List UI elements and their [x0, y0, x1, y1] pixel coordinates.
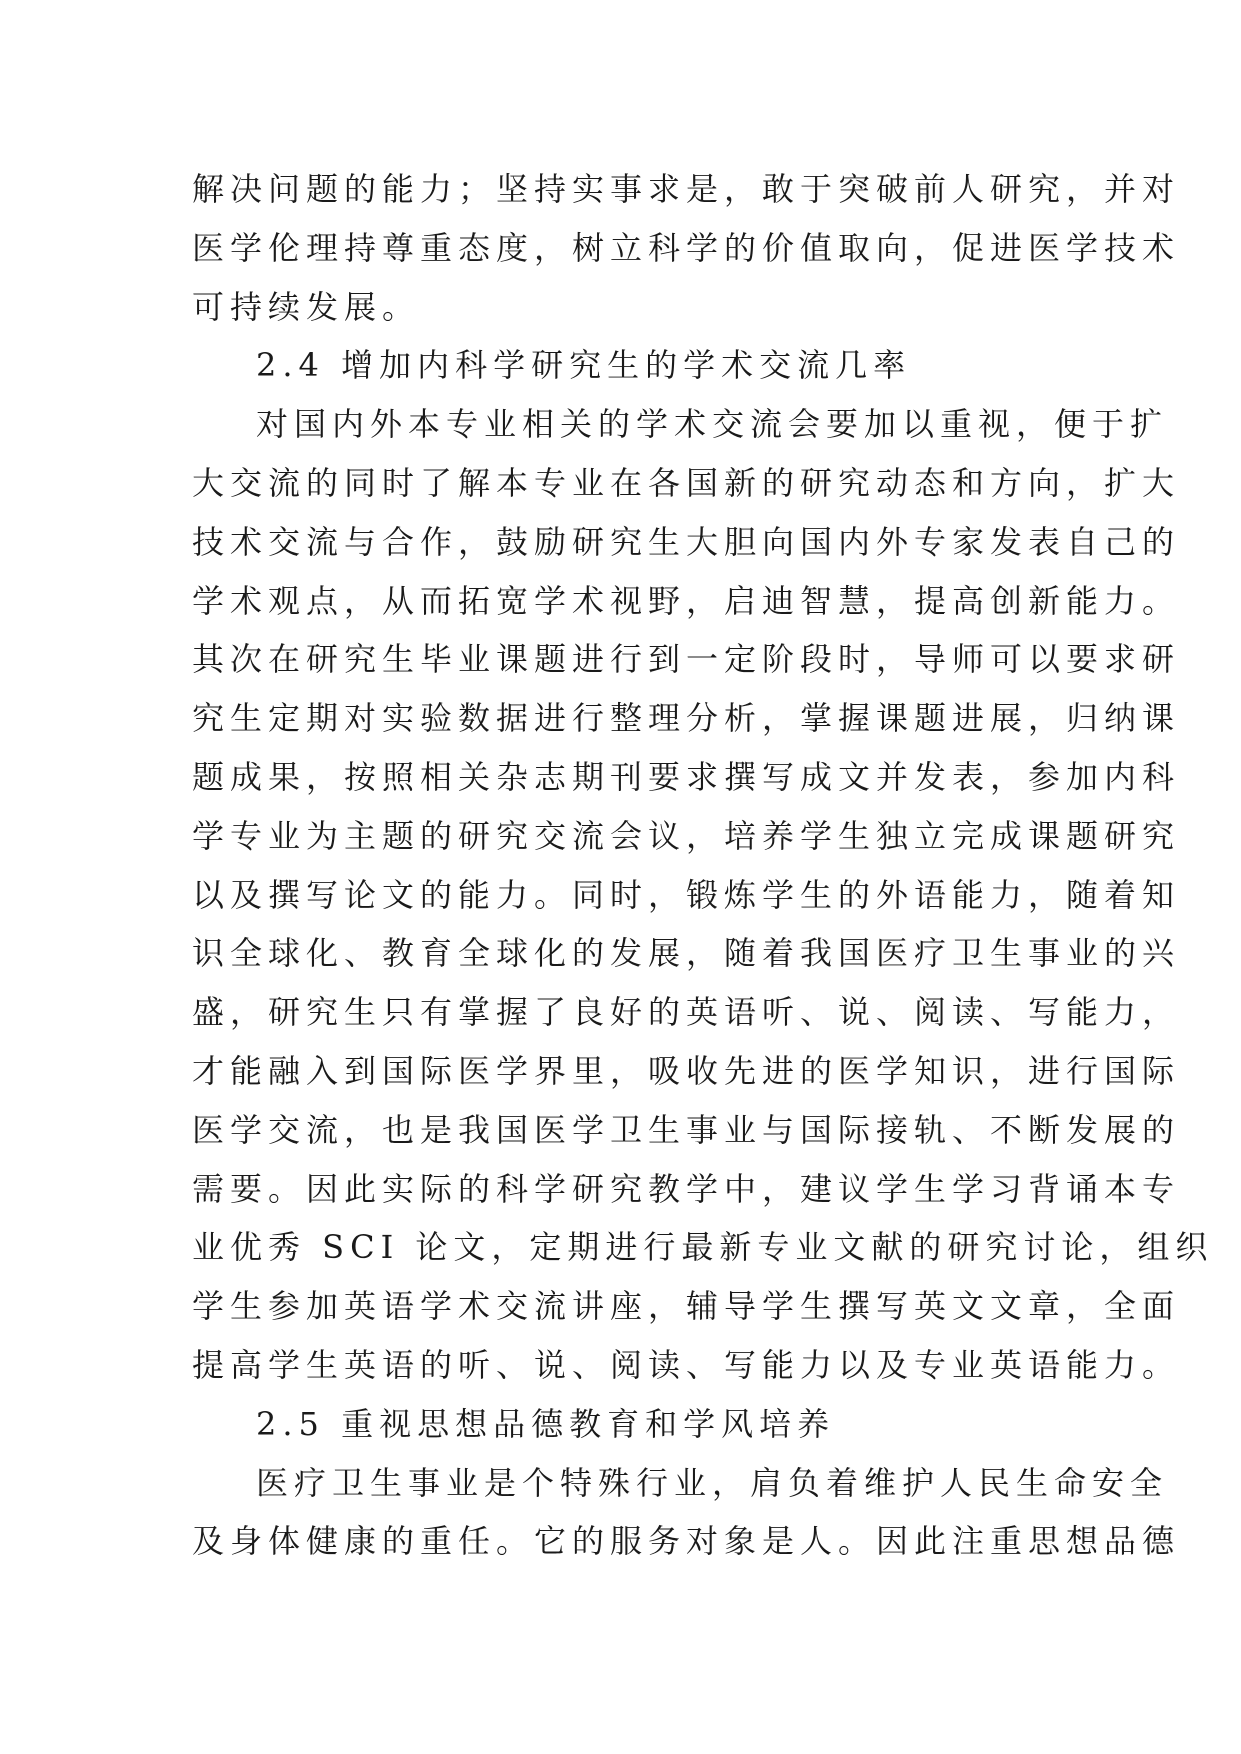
text-line: 需要。因此实际的科学研究教学中，建议学生学习背诵本专 — [192, 1169, 1181, 1208]
text-line: 其次在研究生毕业课题进行到一定阶段时，导师可以要求研 — [192, 640, 1181, 679]
text-line: 医疗卫生事业是个特殊行业，肩负着维护人民生命安全 — [256, 1463, 1169, 1502]
text-line: 医学交流，也是我国医学卫生事业与国际接轨、不断发展的 — [192, 1110, 1181, 1149]
text-line: 以及撰写论文的能力。同时，锻炼学生的外语能力，随着知 — [192, 875, 1181, 914]
text-line: 及身体健康的重任。它的服务对象是人。因此注重思想品德 — [192, 1522, 1181, 1561]
section-heading-2-5: 2.5 重视思想品德教育和学风培养 — [256, 1404, 836, 1443]
text-line: 识全球化、教育全球化的发展，随着我国医疗卫生事业的兴 — [192, 934, 1181, 973]
text-line: 业优秀 SCI 论文，定期进行最新专业文献的研究讨论，组织 — [192, 1228, 1214, 1267]
text-line: 大交流的同时了解本专业在各国新的研究动态和方向，扩大 — [192, 463, 1181, 502]
text-line: 盛，研究生只有掌握了良好的英语听、说、阅读、写能力， — [192, 993, 1181, 1032]
document-body — [192, 160, 1214, 1571]
section-heading-2-4: 2.4 增加内科学研究生的学术交流几率 — [256, 346, 912, 385]
text-line: 提高学生英语的听、说、阅读、写能力以及专业英语能力。 — [192, 1345, 1181, 1384]
text-line: 医学伦理持尊重态度，树立科学的价值取向，促进医学技术 — [192, 228, 1181, 267]
text-line: 学专业为主题的研究交流会议，培养学生独立完成课题研究 — [192, 816, 1181, 855]
text-line: 才能融入到国际医学界里，吸收先进的医学知识，进行国际 — [192, 1051, 1181, 1090]
text-line: 可持续发展。 — [192, 287, 421, 326]
text-line: 学术观点，从而拓宽学术视野，启迪智慧，提高创新能力。 — [192, 581, 1181, 620]
text-line: 究生定期对实验数据进行整理分析，掌握课题进展，归纳课 — [192, 699, 1181, 738]
text-line: 题成果，按照相关杂志期刊要求撰写成文并发表，参加内科 — [192, 757, 1181, 796]
text-line: 解决问题的能力；坚持实事求是，敢于突破前人研究，并对 — [192, 170, 1181, 208]
text-line: 学生参加英语学术交流讲座，辅导学生撰写英文文章，全面 — [192, 1287, 1181, 1326]
text-line: 对国内外本专业相关的学术交流会要加以重视，便于扩 — [256, 405, 1169, 444]
text-line: 技术交流与合作，鼓励研究生大胆向国内外专家发表自己的 — [192, 522, 1181, 561]
